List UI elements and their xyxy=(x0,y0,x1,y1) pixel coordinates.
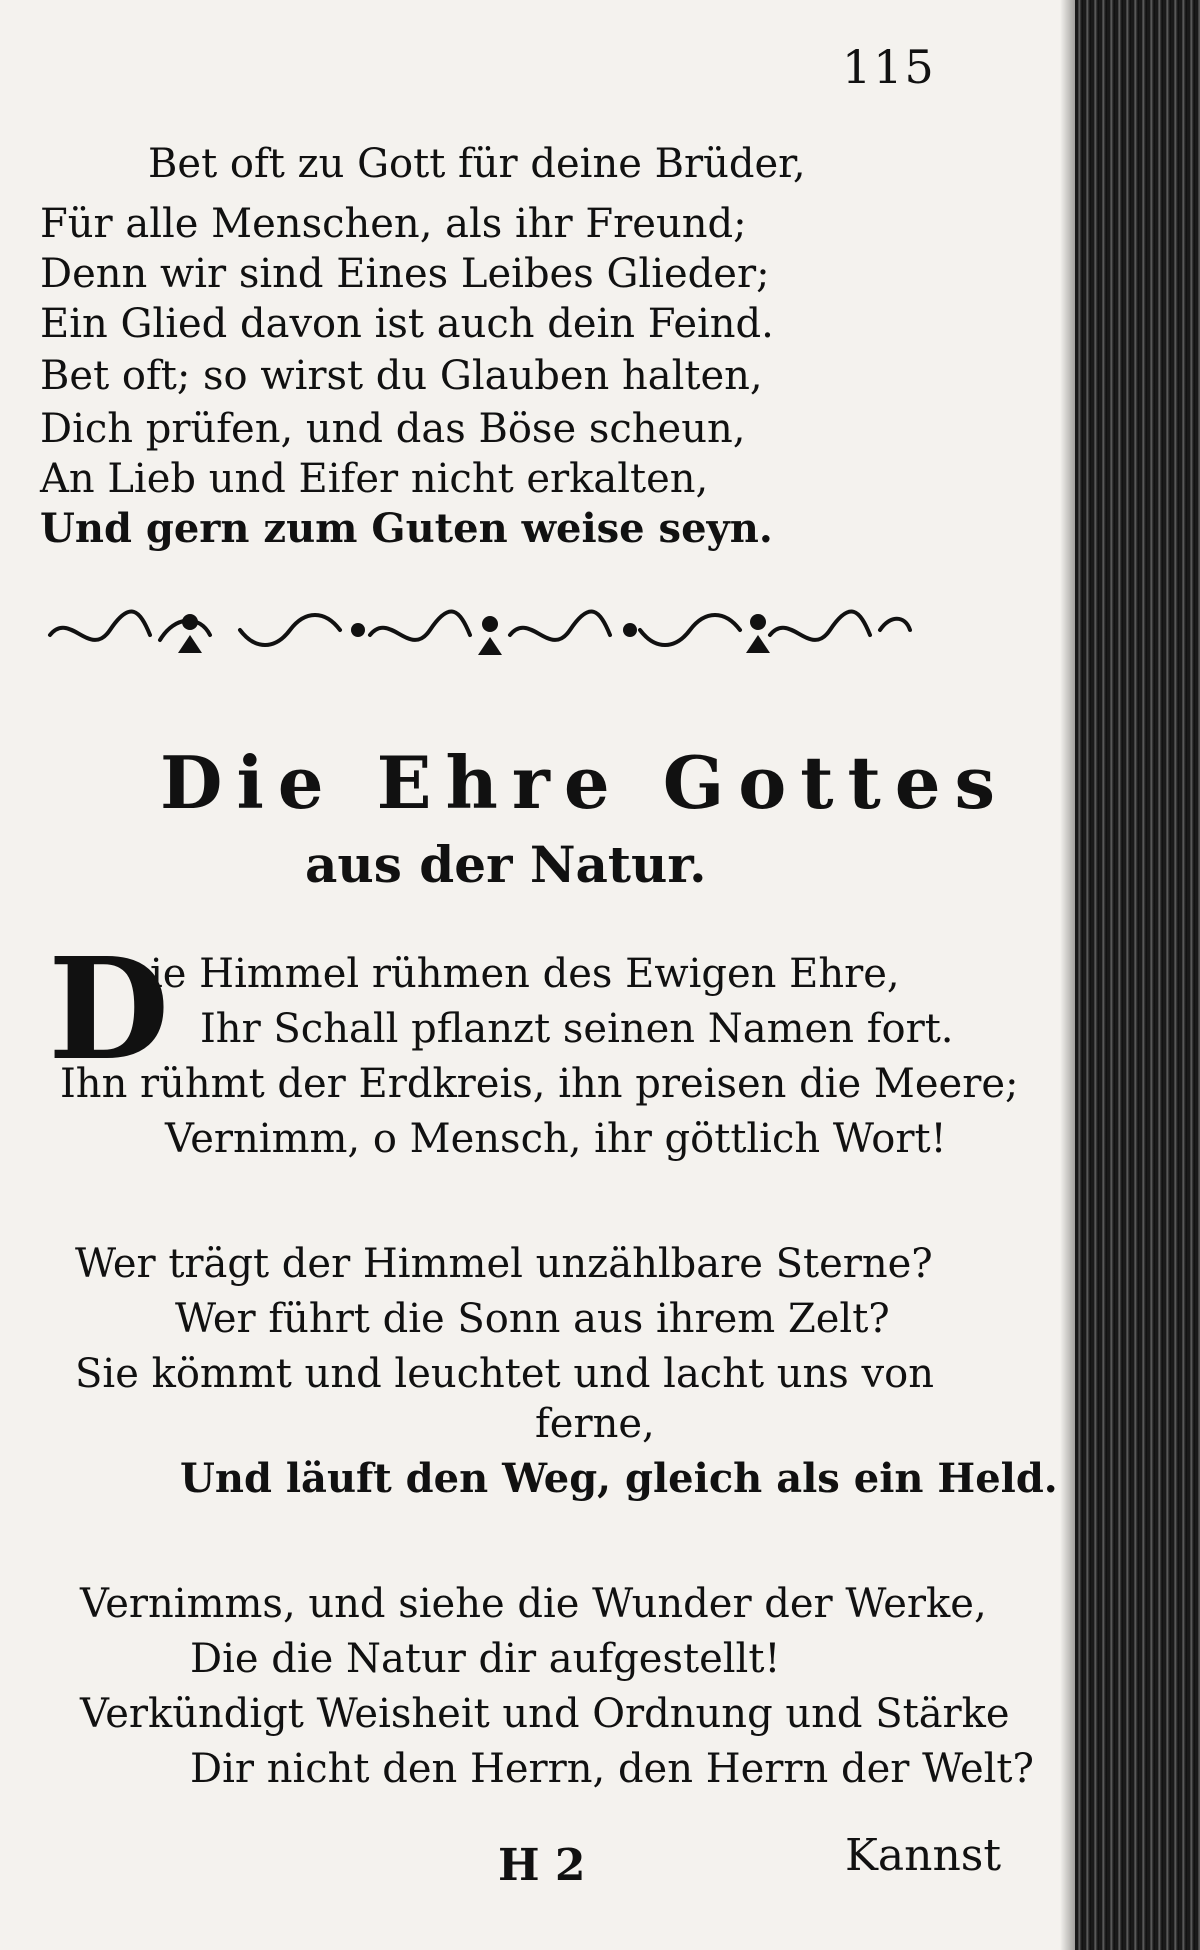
poem-line: Wer führt die Sonn aus ihrem Zelt? xyxy=(175,1296,890,1342)
poem-line: Ihr Schall pflanzt seinen Namen fort. xyxy=(200,1006,954,1052)
poem-line: Die die Natur dir aufgestellt! xyxy=(190,1636,781,1682)
stanza-line: Für alle Menschen, als ihr Freund; xyxy=(40,201,747,247)
stanza-line: Und gern zum Guten weise seyn. xyxy=(40,505,773,552)
signature-mark: H 2 xyxy=(498,1840,586,1891)
poem-line: Sie kömmt und leuchtet und lacht uns von xyxy=(75,1351,934,1397)
stanza-line: An Lieb und Eifer nicht erkalten, xyxy=(40,456,709,502)
poem-subtitle: aus der Natur. xyxy=(305,835,707,894)
catchword: Kannst xyxy=(845,1830,1002,1881)
poem-line: Wer trägt der Himmel unzählbare Sterne? xyxy=(75,1241,933,1287)
poem-line: Vernimm, o Mensch, ihr göttlich Wort! xyxy=(165,1116,947,1162)
poem-title: Die Ehre Gottes xyxy=(160,740,1010,825)
stanza-line: Bet oft zu Gott für deine Brüder, xyxy=(148,141,806,187)
poem-line: ie Himmel rühmen des Ewigen Ehre, xyxy=(150,951,900,997)
poem-line: Und läuft den Weg, gleich als ein Held. xyxy=(180,1455,1058,1502)
poem-line: Vernimms, und siehe die Wunder der Werke, xyxy=(80,1581,987,1627)
poem-line: Dir nicht den Herrn, den Herrn der Welt? xyxy=(190,1746,1034,1792)
poem-line: Verkündigt Weisheit und Ordnung und Stärke xyxy=(80,1691,1010,1737)
ornament-divider xyxy=(40,590,920,670)
stanza-line: Bet oft; so wirst du Glauben halten, xyxy=(40,353,763,399)
drop-cap: D xyxy=(48,928,170,1092)
stanza-line: Denn wir sind Eines Leibes Glieder; xyxy=(40,251,770,297)
poem-line: ferne, xyxy=(535,1401,655,1447)
poem-line: Ihn rühmt der Erdkreis, ihn preisen die Meere; xyxy=(60,1061,1019,1107)
stanza-line: Ein Glied davon ist auch dein Feind. xyxy=(40,301,774,347)
book-fore-edge xyxy=(1075,0,1200,1950)
stanza-line: Dich prüfen, und das Böse scheun, xyxy=(40,406,746,452)
page-number: 115 xyxy=(842,40,936,94)
